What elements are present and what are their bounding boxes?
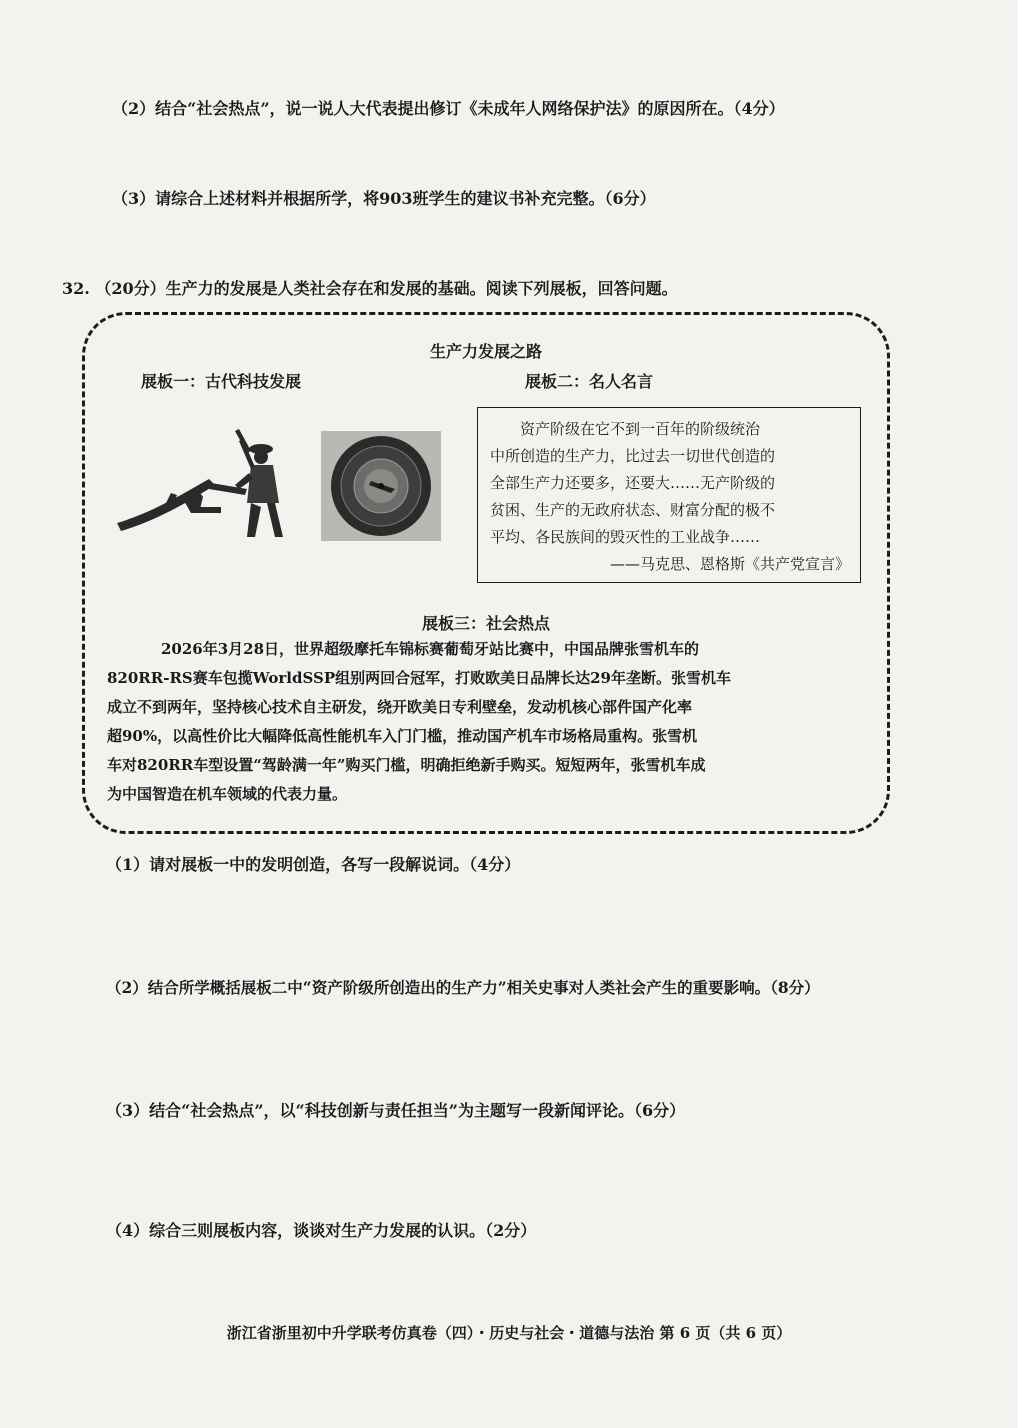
panel-title: 生产力发展之路 [429, 342, 542, 361]
quote-line: 资产阶级在它不到一百年的阶级统治 [520, 420, 761, 438]
hot-line: 超90%，以高性价比大幅降低高性能机车入门门槛，推动国产机车市场格局重构。张雪机 [107, 727, 698, 745]
plow-farmer-icon [111, 423, 301, 543]
page-footer: 浙江省浙里初中升学联考仿真卷（四）・历史与社会・道德与法治 第 6 页（共 6 页） [226, 1324, 792, 1342]
hot-line: 成立不到两年，坚持核心技术自主研发，绕开欧美日专利壁垒，发动机核心部件国产化率 [107, 698, 693, 716]
board1-title: 展板一：古代科技发展 [141, 372, 302, 391]
board2-title: 展板二：名人名言 [525, 372, 654, 391]
quote-line: 平均、各民族间的毁灭性的工业战争…… [490, 528, 761, 546]
sub-question-1: （1）请对展板一中的发明创造，各写一段解说词。（4分） [106, 855, 521, 874]
board3-title: 展板三：社会热点 [421, 614, 550, 633]
quote-line: 中所创造的生产力，比过去一切世代创造的 [490, 447, 776, 465]
hot-line: 为中国智造在机车领域的代表力量。 [107, 785, 348, 803]
quote-line: 全部生产力还要多，还要大……无产阶级的 [490, 474, 776, 492]
hot-line: 车对820RR车型设置“驾龄满一年”购买门槛，明确拒绝新手购买。短短两年，张雪机车成 [107, 756, 706, 774]
question-32-header: 32. （20分）生产力的发展是人类社会存在和发展的基础。阅读下列展板，回答问题。 [62, 279, 678, 298]
sub-question-4: （4）综合三则展板内容，谈谈对生产力发展的认识。（2分） [106, 1221, 537, 1240]
hot-line: 820RR-RS赛车包揽WorldSSP组别两回合冠军，打败欧美日品牌长达29年垄断。张雪机车 [107, 669, 731, 687]
sub-question-3: （3）结合“社会热点”，以“科技创新与责任担当”为主题写一段新闻评论。（6分） [106, 1101, 686, 1120]
compass-icon [321, 431, 441, 541]
question-2-top: （2）结合“社会热点”，说一说人大代表提出修订《未成年人网络保护法》的原因所在。（4分） [112, 99, 785, 118]
sub-question-2: （2）结合所学概括展板二中“资产阶级所创造出的生产力”相关史事对人类社会产生的重要影响。（8分） [106, 978, 820, 997]
quote-box [477, 407, 861, 583]
exhibit-panel [82, 312, 890, 834]
quote-source: ——马克思、恩格斯《共产党宣言》 [609, 555, 850, 573]
quote-line: 贫困、生产的无政府状态、财富分配的极不 [490, 501, 776, 519]
hot-line: 2026年3月28日，世界超级摩托车锦标赛葡萄牙站比赛中，中国品牌张雪机车的 [161, 640, 700, 658]
question-3-top: （3）请综合上述材料并根据所学，将903班学生的建议书补充完整。（6分） [112, 189, 656, 208]
board3-text [107, 635, 877, 809]
